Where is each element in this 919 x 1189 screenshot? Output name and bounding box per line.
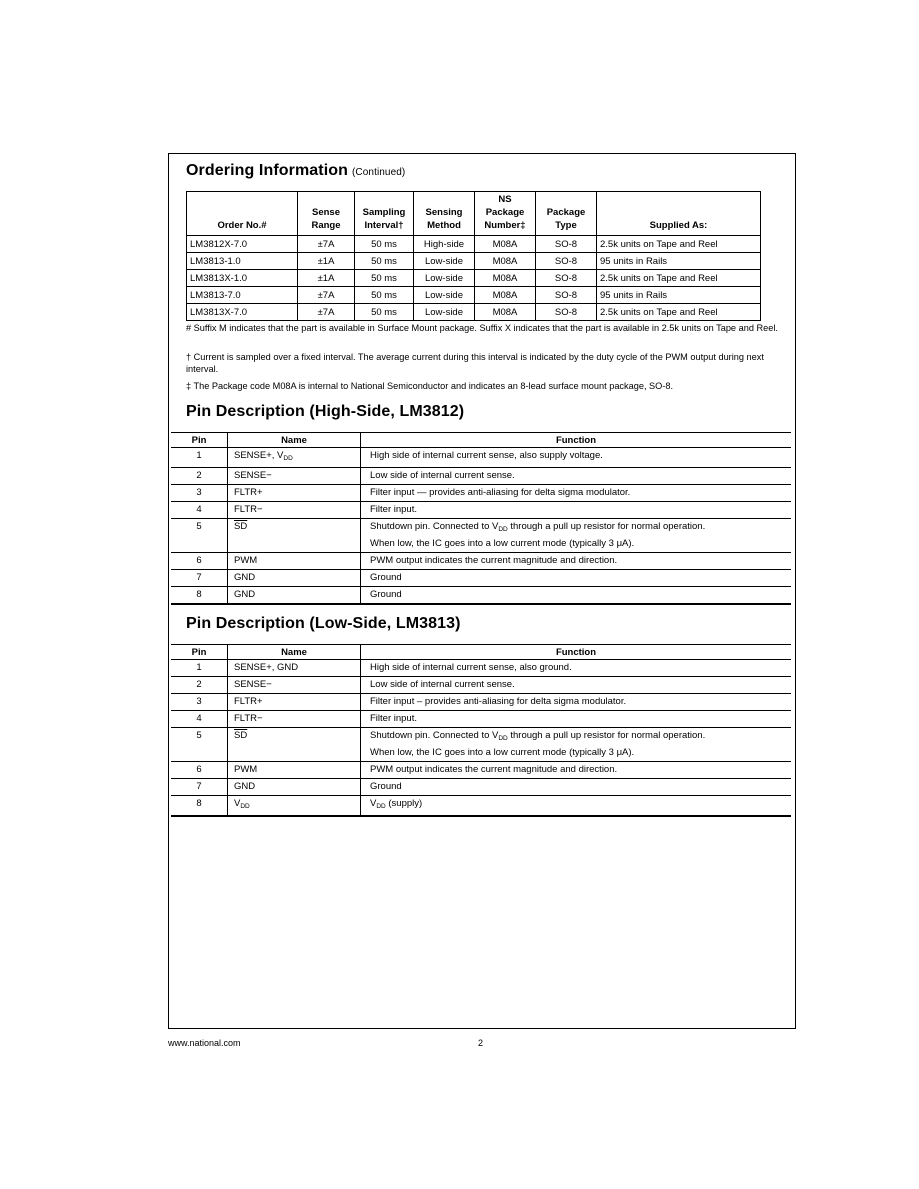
ordering-title-text: Ordering Information (186, 162, 348, 179)
col-sensing: Sensing Method (414, 192, 475, 236)
table-row: 7 GND Ground (171, 779, 791, 796)
table-row: LM3813-7.0 ±7A 50 ms Low-side M08A SO-8 95 units in Rails (187, 287, 761, 304)
ordering-header-row (187, 192, 761, 236)
table-row: 6 PWM PWM output indicates the current magnitude and direction. (171, 762, 791, 779)
ordering-subtitle: (Continued) (352, 167, 406, 178)
footnote-suffix: # Suffix M indicates that the part is available in Surface Mount package. Suffix X indicates that the part is available in 2.5k units on Tape and Reel. (186, 323, 778, 333)
high-side-title: Pin Description (High-Side, LM3812) (186, 403, 465, 420)
ordering-table (186, 191, 761, 321)
table-row: LM3813-1.0 ±1A 50 ms Low-side M08A SO-8 95 units in Rails (187, 253, 761, 270)
col-ns-package: NS Package Number‡ (475, 192, 536, 236)
col-order-no: Order No.# (187, 192, 298, 236)
table-row: 2 SENSE− Low side of internal current sense. (171, 677, 791, 694)
col-name: Name (228, 645, 361, 660)
table-row: 4 FLTR− Filter input. (171, 711, 791, 728)
footer-website-link[interactable]: www.national.com (168, 1038, 241, 1048)
pin-header-row (171, 645, 791, 660)
table-row: 3 FLTR+ Filter input — provides anti-aliasing for delta sigma modulator. (171, 485, 791, 502)
ordering-title (186, 162, 405, 180)
table-row: LM3813X-1.0 ±1A 50 ms Low-side M08A SO-8 2.5k units on Tape and Reel (187, 270, 761, 287)
col-sampling: Sampling Interval† (355, 192, 414, 236)
table-row: 1 SENSE+, $V_{DD}$ High side of internal current sense, also supply voltage. (171, 448, 791, 468)
pin-header-row (171, 433, 791, 448)
table-row: 8 $V_{DD}$ $V_{DD}$ (supply) (171, 796, 791, 817)
col-name: Name (228, 433, 361, 448)
page-number: 2 (478, 1038, 484, 1048)
footnote-package: ‡ The Package code M08A is internal to National Semiconductor and indicates an 8-lead surface mount package, SO-8. (186, 381, 674, 391)
col-function: Function (361, 433, 792, 448)
table-row: LM3812X-7.0 ±7A 50 ms High-side M08A SO-8 2.5k units on Tape and Reel (187, 236, 761, 253)
low-side-pin-table (171, 644, 791, 817)
table-row: 3 FLTR+ Filter input – provides anti-aliasing for delta sigma modulator. (171, 694, 791, 711)
low-side-title: Pin Description (Low-Side, LM3813) (186, 615, 461, 632)
table-row: 4 FLTR− Filter input. (171, 502, 791, 519)
table-row: LM3813X-7.0 ±7A 50 ms Low-side M08A SO-8 2.5k units on Tape and Reel (187, 304, 761, 321)
table-row: 2 SENSE− Low side of internal current sense. (171, 468, 791, 485)
table-row: 8 GND Ground (171, 587, 791, 605)
col-sense-range: Sense Range (298, 192, 355, 236)
table-row: 1 SENSE+, GND High side of internal current sense, also ground. (171, 660, 791, 677)
col-package-type: Package Type (536, 192, 597, 236)
table-row: 6 PWM PWM output indicates the current magnitude and direction. (171, 553, 791, 570)
col-supplied: Supplied As: (597, 192, 761, 236)
table-row: 5 $\overline{SD}$ Shutdown pin. Connected to $V_{DD}$ through a pull up resistor for normal operation. When low, the IC goes into a low current mode (typically 3 μA). (171, 519, 791, 553)
table-row: 7 GND Ground (171, 570, 791, 587)
col-function: Function (361, 645, 792, 660)
footnote-sampling: † Current is sampled over a fixed interval. The average current during this interval is indicated by the duty cycle of the PWM output during next interval. (186, 352, 764, 374)
col-pin: Pin (171, 433, 228, 448)
col-pin: Pin (171, 645, 228, 660)
table-row: 5 $\overline{SD}$ Shutdown pin. Connected to $V_{DD}$ through a pull up resistor for normal operation. When low, the IC goes into a low current mode (typically 3 μA). (171, 728, 791, 762)
high-side-pin-table (171, 432, 791, 605)
